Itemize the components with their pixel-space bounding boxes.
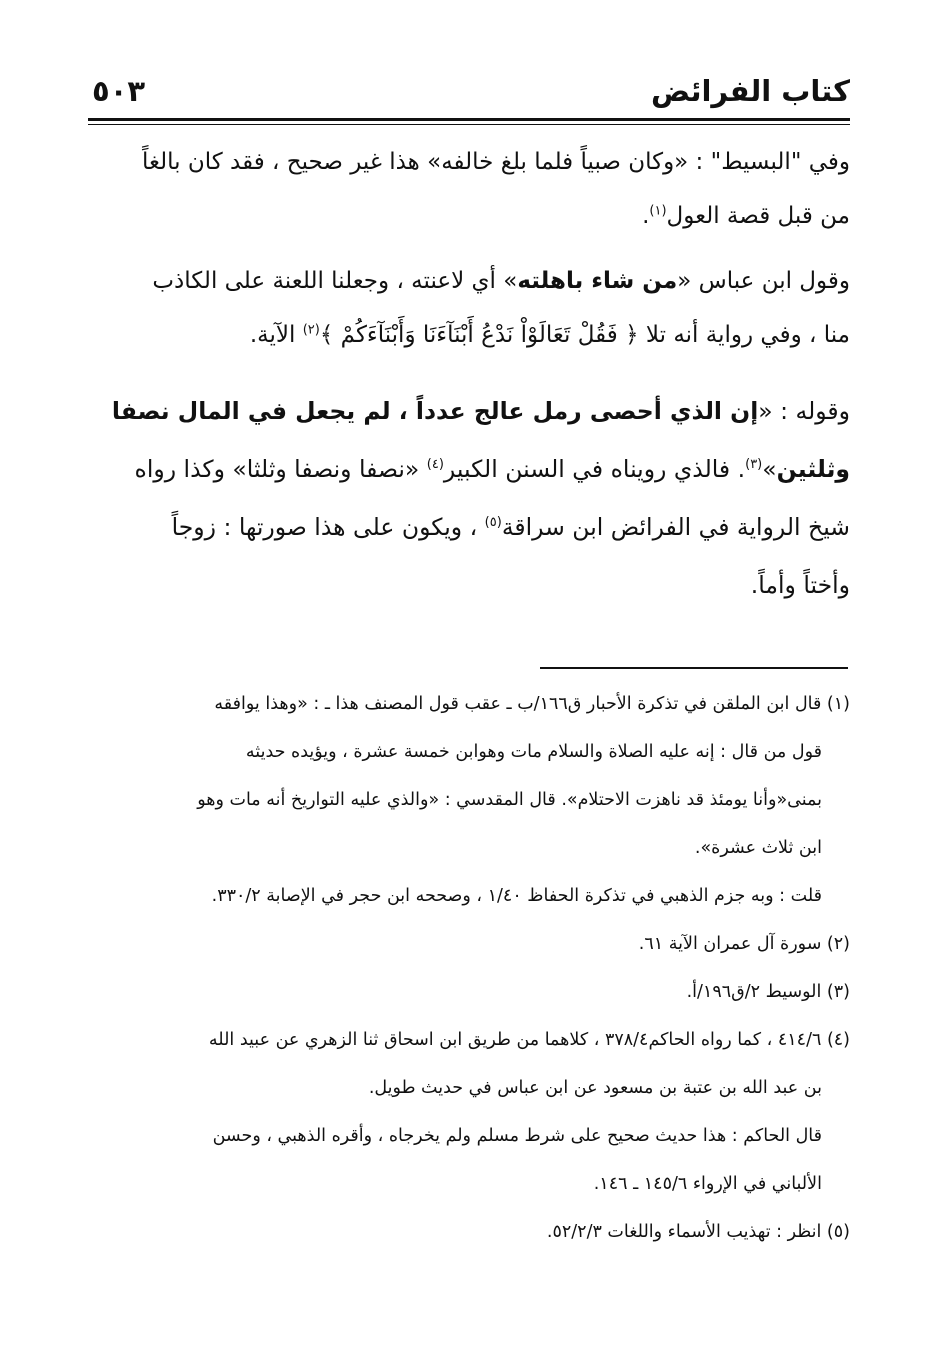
header-rule-thin [88,124,850,125]
paragraph-3-line-3-text: شيخ الرواية في الفرائض ابن سراقة [501,513,850,541]
footnote-ref-4[interactable]: (٤) [426,457,444,473]
footnote-1-line-4: ابن ثلاث عشرة». [694,838,822,858]
paragraph-1 [88,135,850,243]
paragraph-1-line-1: وفي "البسيط" : «وكان صبياً فلما بلغ خالفه» هذا غير صحيح ، فقد كان بالغاً [142,149,850,175]
chapter-title: كتاب الفرائض [651,74,850,108]
paragraph-3-line-4: وأختاً وأماً. [750,571,850,599]
footnote-1-line-2: قول من قال : إنه عليه الصلاة والسلام مات وهوابن خمسة عشرة ، ويؤيده حديثه [245,742,822,762]
footnote-2-text: (٢) سورة آل عمران الآية ٦١. [638,934,850,954]
footnote-3 [84,968,850,1016]
footnote-3-text: (٣) الوسيط ٢/ق١٩٦/أ. [686,982,850,1002]
footnote-1 [84,680,850,920]
footnote-5-text: (٥) انظر : تهذيب الأسماء واللغات ٥٢/٢/٣. [546,1222,850,1242]
paragraph-1-end: . [642,203,650,229]
hadith-quote-end: وثلثين [776,455,850,483]
paragraph-3-text-cont: «نصفا ونصفا وثلثا» وكذا رواه [134,455,427,483]
footnote-ref-1[interactable]: (١) [649,203,667,219]
paragraph-2-text: وقول ابن عباس « [677,268,850,294]
footnote-1-line-1: (١) قال ابن الملقن في تذكرة الأحبار ق١٦٦/ب ـ عقب قول المصنف هذا ـ : «وهذا يوافقه [214,694,850,714]
quote-close: » [762,455,777,483]
footnote-separator [540,667,848,669]
paragraph-3-line-3 [88,498,850,556]
header-rule [88,118,850,121]
footnote-2 [84,920,850,968]
footnote-4-line-3: قال الحاكم : هذا حديث صحيح على شرط مسلم ولم يخرجاه ، وأقره الذهبي ، وحسن [212,1126,822,1146]
footnote-4-line-1: (٤) ٤١٤/٦ ، كما رواه الحاكم٣٧٨/٤ ، كلاهما من طريق ابن اسحاق ثنا الزهري عن عبيد الله [208,1030,850,1050]
paragraph-3-text: . فالذي رويناه في السنن الكبير [443,455,746,483]
paragraph-2-end: الآية. [249,322,303,348]
footnote-ref-2[interactable]: (٢) [302,322,320,338]
paragraph-3-line-3-cont: ، ويكون على هذا صورتها : زوجاً [171,513,485,541]
paragraph-1-line-2: من قبل قصة العول [666,203,850,229]
footnote-5 [84,1208,850,1256]
footnote-ref-3[interactable]: (٣) [745,457,763,473]
paragraph-3-intro: وقوله : « [758,397,850,425]
page-number: ٥٠٣ [92,74,146,108]
footnote-4 [84,1016,850,1208]
quoted-phrase: من شاء باهلته [517,268,678,294]
paragraph-2 [88,254,850,362]
footnote-ref-5[interactable]: (٥) [484,515,502,531]
running-header [88,70,850,116]
footnote-1-line-5: قلت : وبه جزم الذهبي في تذكرة الحفاظ ١/٤٠ ، وصححه ابن حجر في الإصابة ٣٣٠/٢. [211,886,822,906]
footnote-1-line-3: بمنى«وأنا يومئذ قد ناهزت الاحتلام». قال المقدسي : «والذي عليه التواريخ أنه مات وهو [197,790,822,810]
quran-verse: منا ، وفي رواية أنه تلا ﴿ فَقُلْ تَعَالَوْاْ نَدْعُ أَبْنَآءَنَا وَأَبْنَآءَكُمْ ﴾ [319,322,850,348]
hadith-quote: إن الذي أحصى رمل عالج عدداً ، لم يجعل في المال نصفا [111,397,759,425]
footnote-4-line-4: الألباني في الإرواء ١٤٥/٦ ـ ١٤٦. [593,1174,822,1194]
paragraph-2-line-2 [88,308,850,362]
paragraph-2-text-cont: » أي لاعنته ، وجعلنا اللعنة على الكاذب [152,268,518,294]
footnotes [84,680,850,1256]
paragraph-3-line-2 [88,440,850,498]
paragraph-3 [88,382,850,614]
footnote-4-line-2: بن عبد الله بن عتبة بن مسعود عن ابن عباس في حديث طويل. [368,1078,822,1098]
